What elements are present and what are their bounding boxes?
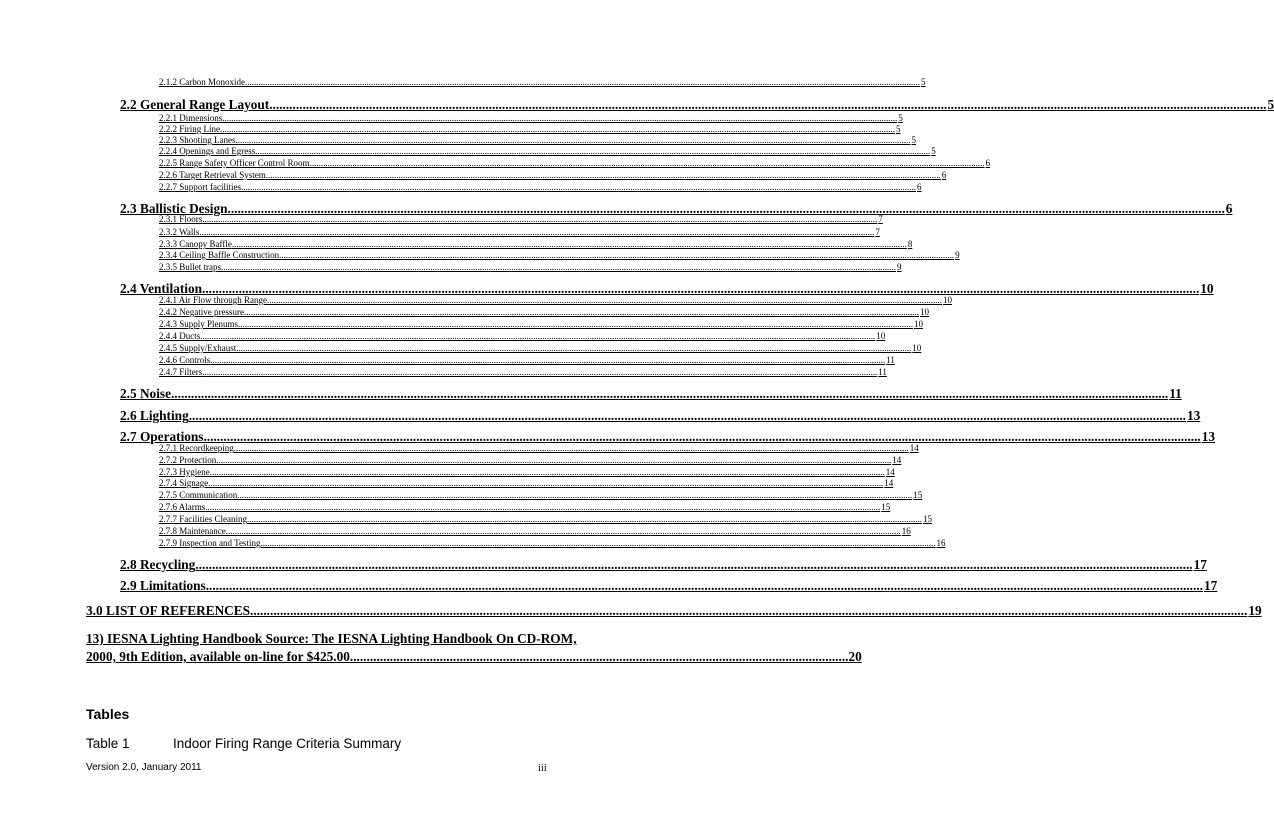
toc-leader-dots: ............................................................................................................................................................................................................................................................................................................: [202, 281, 1200, 296]
toc-entry-page: 5: [896, 124, 901, 134]
toc-entry-page: 11: [1169, 386, 1182, 401]
toc-leader-dots: ............................................................................................................................................................................................................................................................................................................: [245, 77, 920, 87]
toc-entry-page: 5: [921, 77, 926, 87]
toc-entry[interactable]: [159, 307, 929, 317]
toc-entry-page: 13: [1186, 408, 1201, 423]
toc-leader-dots: ............................................................................................................................................................................................................................................................................................................: [210, 355, 886, 365]
toc-entry-page: 15: [923, 514, 932, 524]
toc-entry[interactable]: [159, 124, 901, 134]
toc-leader-dots: ............................................................................................................................................................................................................................................................................................................: [236, 343, 912, 353]
toc-leader-dots: ............................................................................................................................................................................................................................................................................................................: [309, 158, 985, 168]
toc-entry-title: 2.7.2 Protection: [159, 455, 217, 465]
toc-entry-title: 2.2.2 Firing Line: [159, 124, 220, 134]
toc-entry[interactable]: [159, 135, 916, 145]
toc-entry[interactable]: [159, 227, 880, 237]
toc-entry-page: 5: [1267, 97, 1274, 112]
toc-entry-title: 2.2.1 Dimensions: [159, 113, 223, 123]
toc-entry[interactable]: [159, 490, 923, 500]
toc-leader-dots: ......................................................................................................................................................: [349, 649, 849, 664]
toc-leader-dots: ............................................................................................................................................................................................................................................................................................................: [279, 250, 955, 260]
toc-entry-page: 10: [876, 331, 886, 341]
toc-entry-page: 17: [1203, 578, 1218, 593]
toc-entry-title: 2.4.2 Negative pressure: [159, 307, 244, 317]
toc-entry-page: 14: [884, 478, 894, 488]
toc-entry[interactable]: [159, 182, 922, 192]
toc-entry-page: 6: [941, 170, 947, 180]
toc-entry-page: 10: [912, 343, 922, 353]
toc-leader-dots: ............................................................................................................................................................................................................................................................................................................: [235, 135, 911, 145]
toc-leader-dots: ............................................................................................................................................................................................................................................................................................................: [227, 201, 1225, 216]
toc-leader-dots: ............................................................................................................................................................................................................................................................................................................: [221, 262, 896, 272]
toc-entry-page: 14: [885, 467, 895, 477]
toc-leader-dots: ............................................................................................................................................................................................................................................................................................................: [237, 490, 913, 500]
toc-entry-title: 2000, 9th Edition, available on-line for $425.00: [86, 649, 350, 664]
toc-leader-dots: ............................................................................................................................................................................................................................................................................................................: [260, 538, 936, 548]
toc-entry[interactable]: [159, 502, 891, 512]
toc-leader-dots: ............................................................................................................................................................................................................................................................................................................: [238, 319, 914, 329]
toc-entry-page: 9: [897, 262, 902, 272]
toc-entry-title: 2.4.6 Controls: [159, 355, 211, 365]
toc-leader-dots: ............................................................................................................................................................................................................................................................................................................: [199, 227, 875, 237]
toc-entry[interactable]: [159, 158, 991, 168]
toc-entry-page: 16: [936, 538, 946, 548]
toc-entry[interactable]: [159, 331, 886, 341]
toc-entry-page: 15: [913, 490, 923, 500]
tables-heading: Tables: [86, 706, 130, 722]
toc-leader-dots: ............................................................................................................................................................................................................................................................................................................: [202, 367, 878, 377]
toc-entry-page: 7: [878, 214, 883, 224]
toc-entry-reference-13[interactable]: [86, 630, 862, 666]
toc-entry-page: 13: [1201, 429, 1216, 444]
toc-entry-page: 10: [914, 319, 924, 329]
toc-entry-page: 5: [898, 113, 903, 123]
toc-leader-dots: ............................................................................................................................................................................................................................................................................................................: [241, 182, 916, 192]
toc-entry-title: 2.3.5 Bullet traps: [159, 262, 221, 272]
toc-entry-title: 2.4.1 Air Flow through Range: [159, 295, 267, 305]
toc-leader-dots: ............................................................................................................................................................................................................................................................................................................: [225, 526, 901, 536]
toc-entry-title: 2.3.4 Ceiling Baffle Construction: [159, 250, 280, 260]
toc-leader-dots: ............................................................................................................................................................................................................................................................................................................: [205, 502, 881, 512]
toc-entry[interactable]: [159, 262, 902, 272]
toc-entry-title: 2.2.6 Target Retrieval System: [159, 170, 266, 180]
toc-entry-title: 2.6 Lighting: [120, 408, 189, 423]
toc-entry-title: 3.0 LIST OF REFERENCES: [86, 603, 251, 618]
toc-entry-page: 16: [901, 526, 911, 536]
toc-entry-page: 6: [985, 158, 991, 168]
footer-page-number: iii: [538, 763, 547, 774]
toc-entry-title: 2.7.9 Inspection and Testing: [159, 538, 261, 548]
toc-entry[interactable]: [159, 443, 919, 453]
toc-leader-dots: ............................................................................................................................................................................................................................................................................................................: [231, 239, 907, 249]
toc-entry[interactable]: [159, 538, 946, 548]
toc-entry-title: 2.5 Noise: [120, 386, 171, 401]
toc-leader-dots: ............................................................................................................................................................................................................................................................................................................: [250, 603, 1248, 618]
toc-entry-page: 6: [1225, 201, 1233, 216]
toc-entry[interactable]: [120, 556, 1207, 573]
toc-entry-page: 8: [907, 239, 913, 249]
toc-entry-title: 2.3.2 Walls: [159, 227, 200, 237]
toc-leader-dots: ............................................................................................................................................................................................................................................................................................................: [205, 578, 1203, 593]
toc-entry-page: 10: [1200, 281, 1214, 296]
toc-entry[interactable]: [159, 77, 926, 87]
toc-entry-title: 2.9 Limitations: [120, 578, 206, 593]
toc-entry-title: 2.7.3 Hygiene: [159, 467, 210, 477]
toc-leader-dots: ............................................................................................................................................................................................................................................................................................................: [222, 113, 898, 123]
toc-entry-title: 2.7.8 Maintenance: [159, 526, 226, 536]
toc-leader-dots: ............................................................................................................................................................................................................................................................................................................: [209, 467, 885, 477]
toc-leader-dots: ............................................................................................................................................................................................................................................................................................................: [195, 557, 1193, 572]
toc-leader-dots: ............................................................................................................................................................................................................................................................................................................: [216, 455, 892, 465]
toc-leader-dots: ............................................................................................................................................................................................................................................................................................................: [203, 429, 1201, 444]
toc-entry-title: 2.4 Ventilation: [120, 281, 203, 296]
table-list-entry[interactable]: [86, 736, 401, 751]
toc-leader-dots: ............................................................................................................................................................................................................................................................................................................: [247, 514, 922, 524]
toc-entry[interactable]: [159, 467, 895, 477]
toc-entry-page: 11: [878, 367, 887, 377]
footer-version: Version 2.0, January 2011: [86, 762, 202, 773]
toc-entry-title: 13) IESNA Lighting Handbook Source: The IESNA Lighting Handbook On CD-ROM,: [86, 631, 577, 646]
toc-entry[interactable]: [159, 367, 887, 377]
toc-entry-title: 2.7.4 Signage: [159, 478, 209, 488]
toc-leader-dots: ............................................................................................................................................................................................................................................................................................................: [267, 295, 942, 305]
toc-entry-title: 2.3.1 Floors: [159, 214, 203, 224]
toc-entry[interactable]: [159, 295, 952, 305]
toc-entry-title: 2.2.3 Shooting Lanes: [159, 135, 236, 145]
toc-leader-dots: ............................................................................................................................................................................................................................................................................................................: [255, 146, 931, 156]
toc-entry-page: 5: [911, 135, 916, 145]
toc-entry[interactable]: [159, 514, 932, 524]
toc-entry-title: 2.8 Recycling: [120, 557, 196, 572]
toc-leader-dots: ............................................................................................................................................................................................................................................................................................................: [269, 97, 1267, 112]
toc-entry-title: 2.7.1 Recordkeeping: [159, 443, 234, 453]
toc-leader-dots: ............................................................................................................................................................................................................................................................................................................: [188, 408, 1186, 423]
toc-entry-title: 2.7.7 Facilities Cleaning: [159, 514, 247, 524]
toc-leader-dots: ............................................................................................................................................................................................................................................................................................................: [243, 307, 919, 317]
toc-leader-dots: ............................................................................................................................................................................................................................................................................................................: [208, 478, 884, 488]
toc-entry[interactable]: [159, 319, 924, 329]
toc-entry[interactable]: [159, 526, 911, 536]
toc-entry[interactable]: [120, 577, 1218, 594]
toc-entry-page: 14: [892, 455, 902, 465]
toc-entry-page: 5: [931, 146, 936, 156]
toc-entry-title: 2.2.4 Openings and Egress: [159, 146, 256, 156]
toc-entry-page: 17: [1193, 557, 1207, 572]
table-title: Indoor Firing Range Criteria Summary: [173, 736, 402, 751]
toc-entry-title: 2.4.4 Ducts: [159, 331, 201, 341]
toc-entry-page: 11: [886, 355, 895, 365]
toc-entry-page: 9: [955, 250, 960, 260]
toc-entry[interactable]: [159, 343, 922, 353]
toc-entry-page: 10: [943, 295, 952, 305]
toc-entry[interactable]: [120, 385, 1182, 402]
toc-entry-title: 2.4.3 Supply Plenums: [159, 319, 239, 329]
toc-entry-page: 14: [909, 443, 919, 453]
toc-leader-dots: ............................................................................................................................................................................................................................................................................................................: [220, 124, 895, 134]
toc-entry[interactable]: [159, 455, 902, 465]
toc-entry-title: 2.7.6 Alarms: [159, 502, 206, 512]
toc-entry-title: 2.3 Ballistic Design: [120, 201, 228, 216]
toc-entry-title: 2.1.2 Carbon Monoxide: [159, 77, 245, 87]
toc-entry[interactable]: [159, 113, 903, 123]
toc-entry-title: 2.2.7 Support facilities: [159, 182, 241, 192]
toc-entry[interactable]: [159, 250, 960, 260]
toc-entry-title: 2.2 General Range Layout: [120, 97, 270, 112]
toc-leader-dots: ............................................................................................................................................................................................................................................................................................................: [202, 214, 878, 224]
toc-entry-page: 15: [881, 502, 891, 512]
toc-entry-title: 2.2.5 Range Safety Officer Control Room: [159, 158, 310, 168]
toc-entry[interactable]: [120, 407, 1201, 424]
toc-leader-dots: ............................................................................................................................................................................................................................................................................................................: [233, 443, 909, 453]
toc-entry-title: 2.4.5 Supply/Exhaust: [159, 343, 237, 353]
toc-entry-title: 2.4.7 Filters: [159, 367, 203, 377]
toc-entry-title: 2.7.5 Communication: [159, 490, 238, 500]
toc-entry[interactable]: [159, 355, 895, 365]
toc-entry[interactable]: [159, 478, 894, 488]
toc-entry-page: 19: [1248, 603, 1262, 618]
table-number: Table 1: [86, 736, 130, 751]
toc-entry-page: 6: [917, 182, 922, 192]
toc-entry[interactable]: [86, 602, 1262, 619]
toc-leader-dots: ............................................................................................................................................................................................................................................................................................................: [265, 170, 941, 180]
toc-entry-page: 10: [919, 307, 929, 317]
toc-entry-page: 20: [848, 649, 862, 664]
toc-entry[interactable]: [159, 146, 936, 156]
toc-entry-page: 7: [875, 227, 880, 237]
toc-leader-dots: ............................................................................................................................................................................................................................................................................................................: [170, 386, 1169, 401]
toc-entry[interactable]: [159, 170, 947, 180]
toc-entry-title: 2.7 Operations: [120, 429, 204, 444]
toc-entry-title: 2.3.3 Canopy Baffle: [159, 239, 232, 249]
toc-entry[interactable]: [159, 214, 883, 224]
toc-leader-dots: ............................................................................................................................................................................................................................................................................................................: [200, 331, 876, 341]
toc-entry[interactable]: [159, 239, 913, 249]
toc-entry[interactable]: [120, 96, 1274, 113]
